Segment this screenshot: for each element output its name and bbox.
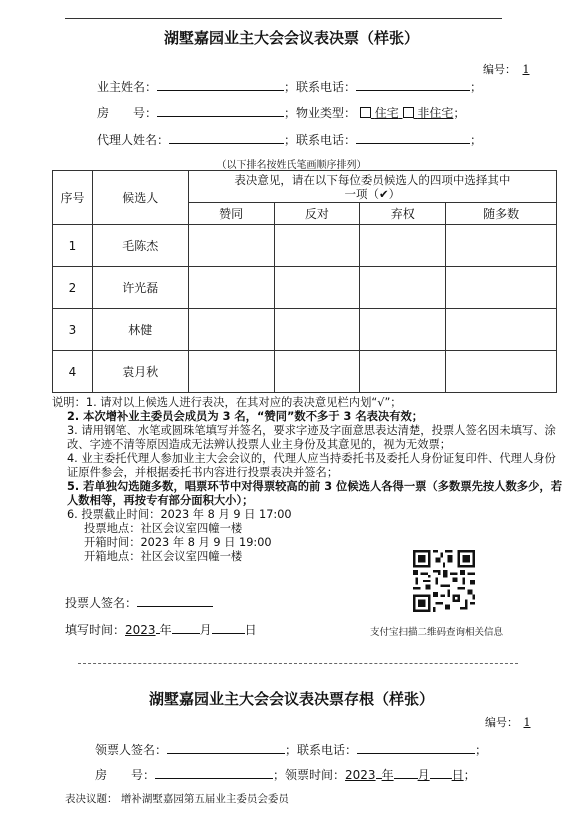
vote-cell-oppose[interactable] <box>274 267 360 309</box>
owner-name-label: 业主姓名： <box>97 80 158 94</box>
vote-cell-oppose[interactable] <box>274 309 360 351</box>
note-6-place: 投票地点：社区会议室四幢一楼 <box>84 522 243 535</box>
col-candidate-header: 候选人 <box>92 171 188 225</box>
stub-number-value: 1 <box>523 716 531 729</box>
note-6-open-time: 开箱时间：2023 年 8 月 9 日 19:00 <box>84 536 272 549</box>
table-row <box>53 351 557 393</box>
vote-cell-approve[interactable] <box>188 309 274 351</box>
voter-sign-label: 投票人签名： <box>65 596 138 610</box>
ballot-number-label: 编号： <box>483 63 516 76</box>
vote-cell-approve[interactable] <box>188 225 274 267</box>
stub-number-label: 编号： <box>485 716 518 729</box>
option-abstain: 弃权 <box>360 203 446 225</box>
receive-month-field[interactable] <box>394 778 418 779</box>
candidate-name: 许光磊 <box>92 267 188 309</box>
receiver-field[interactable] <box>167 753 285 754</box>
ballot-number-value: 1 <box>522 63 530 76</box>
top-rule <box>65 18 502 19</box>
vote-cell-abstain[interactable] <box>360 225 446 267</box>
contact-label: ；联系电话： <box>284 80 357 94</box>
table-row <box>53 309 557 351</box>
receive-year: 2023 <box>345 768 376 782</box>
fill-time-row <box>65 621 257 638</box>
row-no: 3 <box>53 309 93 351</box>
issue-row <box>65 791 289 806</box>
qr-caption: 支付宝扫描二维码查询相关信息 <box>370 627 504 638</box>
vote-table <box>52 170 557 393</box>
stub-room-label: 房 号： <box>95 768 156 782</box>
stub-room-row: 房 号： ；领票时间：2023 年 月 日； <box>95 768 476 782</box>
ballot-title: 湖墅嘉园业主大会会议表决票（样张） <box>163 29 419 47</box>
option-follow-majority: 随多数 <box>446 203 557 225</box>
issue-label: 表决议题： <box>65 793 118 805</box>
note-6: 6. 投票截止时间：2023 年 8 月 9 日 17:00 <box>67 508 292 521</box>
voter-sign-field[interactable] <box>137 606 213 607</box>
qr-code-icon <box>413 550 475 612</box>
note-1: 说明：1. 请对以上候选人进行表决，在其对应的表决意见栏内划“√”； <box>52 396 402 409</box>
room-row: 房 号： ；物业类型： 住宅 非住宅； <box>97 106 466 120</box>
agent-name-label: 代理人姓名： <box>97 133 170 147</box>
property-type-options <box>360 106 454 120</box>
vote-cell-majority[interactable] <box>446 225 557 267</box>
receive-year-unit: 年 <box>381 768 394 782</box>
owner-row: 业主姓名： ；联系电话： ； <box>97 80 483 94</box>
room-label: 房 号： <box>97 106 158 120</box>
vote-cell-majority[interactable] <box>446 309 557 351</box>
fill-day-unit: 日 <box>244 623 257 637</box>
candidate-name: 林健 <box>92 309 188 351</box>
vote-cell-approve[interactable] <box>188 351 274 393</box>
table-row <box>53 267 557 309</box>
row-no: 1 <box>53 225 93 267</box>
vote-cell-majority[interactable] <box>446 351 557 393</box>
vote-cell-oppose[interactable] <box>274 351 360 393</box>
agent-row: 代理人姓名： ；联系电话： ； <box>97 133 483 147</box>
note-2: 2. 本次增补业主委员会成员为 3 名，“赞同”数不多于 3 名表决有效； <box>67 410 424 423</box>
checkbox-residential[interactable] <box>360 107 371 118</box>
vote-cell-majority[interactable] <box>446 267 557 309</box>
vote-cell-abstain[interactable] <box>360 351 446 393</box>
room-field[interactable] <box>157 116 284 117</box>
fill-time-label: 填写时间： <box>65 623 126 637</box>
sort-note: （以下排名按姓氏笔画顺序排列） <box>216 160 367 171</box>
row-no: 2 <box>53 267 93 309</box>
issue-value: 增补湖墅嘉园第五届业主委员会委员 <box>120 793 289 805</box>
option-non-residential-label: 非住宅 <box>417 106 454 120</box>
fill-year-unit: 年 <box>159 623 172 637</box>
property-type-label: ；物业类型： <box>284 106 357 120</box>
contact-field[interactable] <box>356 90 470 91</box>
tear-line <box>78 663 518 664</box>
stub-room-field[interactable] <box>155 778 273 779</box>
note-5: 5. 若单独勾选随多数，唱票环节中对得票较高的前 3 位候选人各得一票（多数票先按人数多少，若人数相等，再按专有部分面积大小）； <box>67 480 562 507</box>
receive-day-unit: 日 <box>451 768 464 782</box>
vote-cell-abstain[interactable] <box>360 267 446 309</box>
vote-cell-approve[interactable] <box>188 267 274 309</box>
option-residential-label: 住宅 <box>374 106 399 120</box>
candidate-name: 袁月秋 <box>92 351 188 393</box>
fill-year: 2023 <box>125 623 156 637</box>
receive-day-field[interactable] <box>430 778 452 779</box>
option-approve: 赞同 <box>188 203 274 225</box>
table-row <box>53 225 557 267</box>
ballot-number <box>483 61 533 77</box>
agent-name-field[interactable] <box>169 143 284 144</box>
note-4: 4. 业主委托代理人参加业主大会会议的，代理人应当持委托书及委托人身份证复印件、代理人身份证原件参会，并根据委托书内容进行投票表决并签名； <box>67 452 556 479</box>
option-oppose: 反对 <box>274 203 360 225</box>
receive-month-unit: 月 <box>417 768 430 782</box>
owner-name-field[interactable] <box>157 90 284 91</box>
stub-number <box>485 714 533 730</box>
col-no-header: 序号 <box>53 171 93 225</box>
receiver-row: 领票人签名： ；联系电话： ； <box>95 743 488 757</box>
vote-cell-abstain[interactable] <box>360 309 446 351</box>
receiver-label: 领票人签名： <box>95 743 168 757</box>
stub-title: 湖墅嘉园业主大会会议表决票存根（样张） <box>148 690 434 708</box>
stub-contact-label: ；联系电话： <box>285 743 358 757</box>
note-3: 3. 请用钢笔、水笔或圆珠笔填写并签名，要求字迹及字面意思表达清楚，投票人签名因未填写、涂改、字迹不清等原因造成无法辨认投票人业主身份及其意见的，视为无效票； <box>67 424 556 451</box>
agent-contact-field[interactable] <box>356 143 470 144</box>
candidate-name: 毛陈杰 <box>92 225 188 267</box>
opinion-header: 表决意见，请在以下每位委员候选人的四项中选择其中一项（✔） <box>188 171 556 203</box>
fill-month-unit: 月 <box>199 623 212 637</box>
stub-contact-field[interactable] <box>357 753 475 754</box>
receive-time-label: ；领票时间： <box>273 768 346 782</box>
voter-sign-row <box>65 594 213 611</box>
note-6-open-place: 开箱地点：社区会议室四幢一楼 <box>84 550 243 563</box>
row-no: 4 <box>53 351 93 393</box>
agent-contact-label: ；联系电话： <box>284 133 357 147</box>
fill-month-field[interactable] <box>172 633 200 634</box>
checkbox-non-residential[interactable] <box>403 107 414 118</box>
fill-day-field[interactable] <box>212 633 245 634</box>
vote-cell-oppose[interactable] <box>274 225 360 267</box>
notes <box>52 396 562 564</box>
